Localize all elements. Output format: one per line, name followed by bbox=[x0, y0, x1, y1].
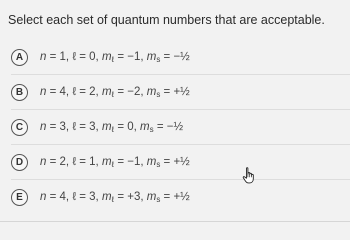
ml-subscript: ℓ bbox=[111, 195, 115, 204]
option-letter-badge: A bbox=[11, 49, 28, 66]
ml-symbol: m bbox=[101, 156, 112, 168]
ms-symbol: m bbox=[146, 191, 157, 203]
ml-value: +3 bbox=[127, 191, 141, 203]
ms-symbol: m bbox=[140, 121, 150, 133]
n-value: 3 bbox=[59, 121, 66, 133]
ms-subscript: s bbox=[149, 125, 154, 134]
l-value: 0 bbox=[89, 51, 96, 63]
ms-subscript: s bbox=[156, 195, 161, 204]
ms-symbol: m bbox=[146, 51, 157, 63]
ms-subscript: s bbox=[156, 90, 161, 99]
l-value: 2 bbox=[89, 86, 96, 98]
ml-subscript: ℓ bbox=[111, 160, 115, 169]
l-value: 3 bbox=[89, 191, 96, 203]
option-letter-badge: C bbox=[11, 119, 28, 136]
ml-symbol: m bbox=[101, 51, 112, 63]
ml-symbol: m bbox=[101, 121, 112, 133]
l-symbol: ℓ bbox=[72, 191, 77, 203]
ml-subscript: ℓ bbox=[111, 90, 115, 99]
option-c-text: n = 3, ℓ = 3, $m_\ell = 0$, $m_s$ = −½ bbox=[40, 121, 184, 134]
option-c[interactable] bbox=[11, 110, 350, 145]
ml-subscript: ℓ bbox=[111, 55, 115, 64]
ml-symbol: m bbox=[101, 191, 112, 203]
l-value: 3 bbox=[89, 121, 96, 133]
option-letter-badge: E bbox=[11, 189, 28, 206]
ms-value: −½ bbox=[173, 51, 190, 63]
option-d-text: n = 2, ℓ = 1, $m_\ell = -1$, $m_s$ = +½ bbox=[40, 156, 190, 169]
ml-value: −2 bbox=[127, 86, 141, 98]
option-e[interactable] bbox=[11, 180, 350, 215]
ml-symbol: m bbox=[101, 86, 112, 98]
l-symbol: ℓ bbox=[72, 121, 77, 133]
ml-value: −1 bbox=[127, 156, 141, 168]
n-value: 2 bbox=[59, 156, 66, 168]
answer-options bbox=[11, 40, 350, 215]
option-a-text: n = 1, ℓ = 0, $m_\ell = -1$, $m_s$ = −½ bbox=[40, 51, 190, 64]
ms-value: +½ bbox=[173, 86, 190, 98]
ml-value: −1 bbox=[127, 51, 141, 63]
ms-value: +½ bbox=[173, 156, 190, 168]
ms-value: +½ bbox=[173, 191, 190, 203]
hand-pointer-icon bbox=[242, 167, 256, 184]
option-e-text: n = 4, ℓ = 3, $m_\ell = +3$, $m_s$ = +½ bbox=[40, 191, 190, 204]
ms-subscript: s bbox=[156, 55, 161, 64]
ml-value: 0 bbox=[127, 121, 134, 133]
option-d[interactable] bbox=[11, 145, 350, 180]
ms-value: −½ bbox=[166, 121, 184, 133]
option-b-text: n = 4, ℓ = 2, $m_\ell = -2$, $m_s$ = +½ bbox=[40, 86, 190, 99]
l-symbol: ℓ bbox=[72, 86, 77, 98]
option-letter-badge: D bbox=[11, 154, 28, 171]
l-value: 1 bbox=[89, 156, 96, 168]
ms-symbol: m bbox=[146, 156, 157, 168]
ml-subscript: ℓ bbox=[111, 125, 115, 134]
l-symbol: ℓ bbox=[72, 51, 77, 63]
option-b[interactable] bbox=[11, 75, 350, 110]
n-value: 4 bbox=[59, 86, 66, 98]
n-value: 1 bbox=[59, 51, 66, 63]
n-symbol: n bbox=[40, 156, 47, 168]
n-value: 4 bbox=[59, 191, 66, 203]
ms-subscript: s bbox=[156, 160, 161, 169]
l-symbol: ℓ bbox=[72, 156, 77, 168]
option-letter-badge: B bbox=[11, 84, 28, 101]
ms-symbol: m bbox=[146, 86, 157, 98]
n-symbol: n bbox=[40, 51, 47, 63]
question-prompt: Select each set of quantum numbers that are acceptable. bbox=[8, 13, 325, 27]
n-symbol: n bbox=[40, 191, 47, 203]
n-symbol: n bbox=[40, 86, 47, 98]
option-a[interactable] bbox=[11, 40, 350, 75]
n-symbol: n bbox=[40, 121, 47, 133]
bottom-divider bbox=[0, 221, 350, 222]
